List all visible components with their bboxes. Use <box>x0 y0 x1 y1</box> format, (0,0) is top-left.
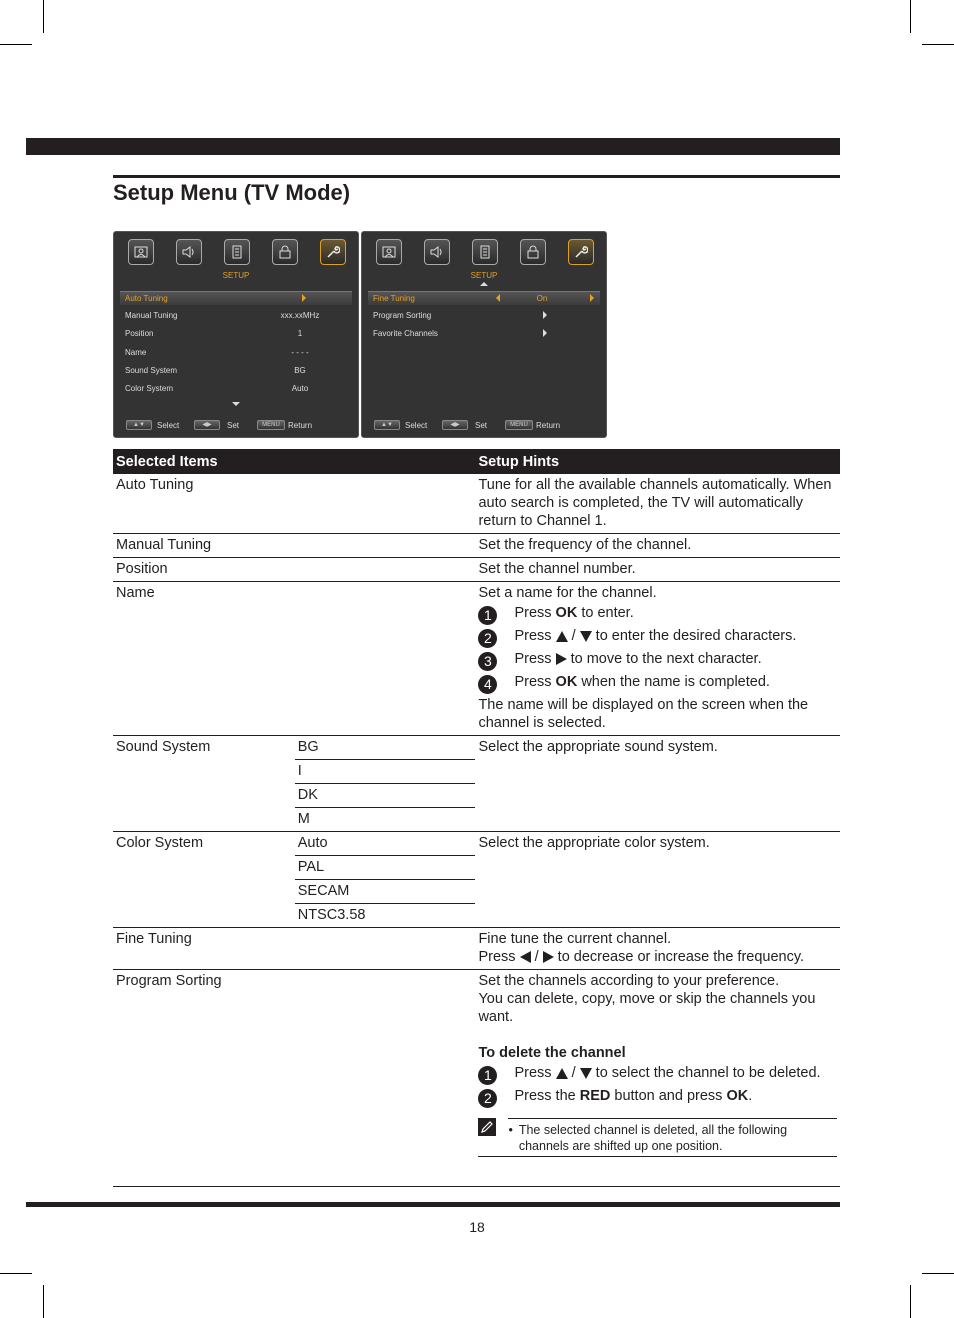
hint-text-part: Press <box>478 949 520 965</box>
footer-select-label: Select <box>405 421 428 430</box>
step-number: 2 <box>478 629 497 648</box>
header-setup-hints: Setup Hints <box>475 449 840 474</box>
table-row <box>113 558 840 582</box>
crop-mark <box>922 1273 954 1274</box>
footer-set-label: Set <box>227 421 240 430</box>
step-text-part: Press <box>514 1065 556 1081</box>
item-cell: Auto Tuning <box>113 474 475 534</box>
step <box>478 673 837 694</box>
osd-header: SETUP <box>470 271 498 280</box>
osd-row-color-system[interactable] <box>120 382 352 395</box>
osd-row-value: BG <box>294 366 306 375</box>
scroll-down-icon <box>232 402 240 406</box>
step-text-part: button and press <box>610 1088 727 1104</box>
title-rule <box>113 175 840 178</box>
step <box>478 650 837 671</box>
page-title: Setup Menu (TV Mode) <box>113 180 351 205</box>
note <box>478 1118 837 1157</box>
osd-row-auto-tuning[interactable] <box>120 291 352 305</box>
step-text-part: to select the channel to be deleted. <box>591 1065 821 1081</box>
hint-cell: Tune for all the available channels automatically. When auto search is completed, the TV will automatically return to Channel 1. <box>475 474 840 534</box>
step <box>478 627 837 648</box>
table-row <box>113 832 840 856</box>
table-row <box>113 736 840 760</box>
arrow-right-icon <box>590 294 594 302</box>
option-cell: DK <box>295 784 476 808</box>
crop-mark <box>922 44 954 45</box>
osd-row-label: Auto Tuning <box>125 294 168 303</box>
hint-cell <box>475 582 840 736</box>
step-text-part: Press <box>514 651 556 667</box>
crop-mark <box>0 44 32 45</box>
subheading: To delete the channel <box>478 1045 626 1061</box>
page-number: 18 <box>469 1219 485 1235</box>
arrow-left-icon <box>496 294 500 302</box>
osd-icon-bar <box>376 239 594 267</box>
hint-text <box>478 948 837 966</box>
item-cell: Color System <box>113 832 295 928</box>
osd-header: SETUP <box>222 271 250 280</box>
ok-key-label: OK <box>555 605 578 621</box>
step-text <box>514 627 796 645</box>
hint-cell <box>475 970 840 1161</box>
down-arrow-icon <box>580 631 592 642</box>
osd-row-value: 1 <box>297 329 303 338</box>
hint-cell: Select the appropriate sound system. <box>475 736 840 832</box>
hint-cell <box>475 928 840 970</box>
osd-row-label: Manual Tuning <box>125 311 178 320</box>
osd-row-fine-tuning[interactable] <box>368 291 600 305</box>
up-down-key-icon: ▲▼ <box>126 420 152 430</box>
setup-hints-table <box>113 449 840 1160</box>
footer-return-label: Return <box>288 421 313 430</box>
step-text <box>514 1064 820 1082</box>
osd-row-value: - - - - <box>291 348 309 357</box>
osd-footer <box>362 420 606 432</box>
osd-row-program-sorting[interactable] <box>368 309 600 322</box>
osd-row-label: Sound System <box>125 366 178 375</box>
table-header-row <box>113 449 840 474</box>
up-arrow-icon <box>556 631 568 642</box>
hint-cell: Set the frequency of the channel. <box>475 534 840 558</box>
hint-text: Fine tune the current channel. <box>478 931 672 947</box>
hint-text-part: / <box>530 949 543 965</box>
osd-row-manual-tuning[interactable] <box>120 309 352 322</box>
step-text-part: Press <box>514 628 556 644</box>
footer-select-label: Select <box>157 421 180 430</box>
step-text <box>514 673 769 691</box>
down-arrow-icon <box>580 1068 592 1079</box>
menu-key-icon: MENU <box>257 420 285 430</box>
option-cell: PAL <box>295 856 476 880</box>
osd-row-label: Color System <box>125 384 174 393</box>
wrench-icon <box>320 239 346 265</box>
wrench-icon <box>568 239 594 265</box>
up-down-key-icon: ▲▼ <box>374 420 400 430</box>
option-cell: SECAM <box>295 880 476 904</box>
item-cell: Position <box>113 558 475 582</box>
step-text-part: to move to the next character. <box>566 651 762 667</box>
picture-icon <box>376 239 402 265</box>
ok-key-label: OK <box>555 674 578 690</box>
step-number: 2 <box>478 1089 497 1108</box>
step-text <box>514 1087 752 1105</box>
item-cell: Name <box>113 582 475 736</box>
arrow-right-icon <box>543 311 547 319</box>
bullet-icon: • <box>508 1123 513 1137</box>
hint-cell: Select the appropriate color system. <box>475 832 840 928</box>
table-bottom-rule <box>113 1186 840 1187</box>
step-text-part: . <box>748 1088 753 1104</box>
ok-key-label: OK <box>726 1088 749 1104</box>
step-text-part: / <box>567 1065 580 1081</box>
step-text-part: to enter the desired characters. <box>591 628 797 644</box>
step-text-part: / <box>567 628 580 644</box>
step-number: 3 <box>478 652 497 671</box>
step-number: 1 <box>478 606 497 625</box>
step-text-part: Press <box>514 605 556 621</box>
table-row <box>113 582 840 736</box>
hint-text: Set the channels according to your preference. <box>478 973 780 989</box>
scroll-up-icon <box>480 282 488 286</box>
crop-mark <box>910 1285 911 1318</box>
step <box>478 604 837 625</box>
osd-row-value: Auto <box>291 384 309 393</box>
item-cell: Sound System <box>113 736 295 832</box>
hint-text-part: to decrease or increase the frequency. <box>553 949 805 965</box>
right-arrow-icon <box>543 951 554 963</box>
osd-row-value: On <box>536 294 548 303</box>
step-text-part: Press <box>514 674 556 690</box>
item-cell: Fine Tuning <box>113 928 475 970</box>
option-cell: NTSC3.58 <box>295 904 476 928</box>
item-cell: Manual Tuning <box>113 534 475 558</box>
top-bar <box>26 138 840 155</box>
step-text <box>514 604 633 622</box>
option-cell: Auto <box>295 832 476 856</box>
osd-row-label: Favorite Channels <box>373 329 438 338</box>
footer-return-label: Return <box>536 421 561 430</box>
osd-row-favorite-channels[interactable] <box>368 327 600 340</box>
bottom-rule <box>26 1202 840 1207</box>
header-selected-items: Selected Items <box>113 449 475 474</box>
option-cell: M <box>295 808 476 832</box>
option-cell: I <box>295 760 476 784</box>
up-arrow-icon <box>556 1068 568 1079</box>
pencil-note-icon <box>478 1118 496 1136</box>
sound-icon <box>176 239 202 265</box>
hint-cell: Set the channel number. <box>475 558 840 582</box>
crop-mark <box>0 1273 32 1274</box>
arrow-right-icon <box>543 329 547 337</box>
crop-mark <box>43 1285 44 1318</box>
osd-row-value: xxx.xxMHz <box>280 311 320 320</box>
list-icon <box>224 239 250 265</box>
lock-icon <box>520 239 546 265</box>
hint-text: You can delete, copy, move or skip the channels you want. <box>478 991 816 1025</box>
arrow-right-icon <box>302 294 306 302</box>
step <box>478 1064 837 1085</box>
table-row <box>113 474 840 534</box>
left-right-key-icon: ◀▶ <box>442 420 468 430</box>
note-bullet-text: The selected channel is deleted, all the following channels are shifted up one position. <box>518 1123 788 1153</box>
table-row <box>113 970 840 1161</box>
crop-mark <box>43 0 44 33</box>
note-text <box>508 1118 837 1154</box>
step-text-part: when the name is completed. <box>577 674 770 690</box>
left-arrow-icon <box>520 951 531 963</box>
footer-set-label: Set <box>475 421 488 430</box>
osd-row-label: Program Sorting <box>373 311 432 320</box>
step <box>478 1087 837 1108</box>
table-row <box>113 928 840 970</box>
osd-row-label: Name <box>125 348 147 357</box>
osd-row-position[interactable] <box>120 327 352 340</box>
step-text-part: to enter. <box>577 605 634 621</box>
step-text <box>514 650 761 668</box>
right-arrow-icon <box>556 653 567 665</box>
step-number: 4 <box>478 675 497 694</box>
table-row <box>113 534 840 558</box>
step-number: 1 <box>478 1066 497 1085</box>
picture-icon <box>128 239 154 265</box>
osd-row-sound-system[interactable] <box>120 364 352 377</box>
red-key-label: RED <box>579 1088 611 1104</box>
left-right-key-icon: ◀▶ <box>194 420 220 430</box>
lock-icon <box>272 239 298 265</box>
crop-mark <box>910 0 911 33</box>
hint-text: The name will be displayed on the screen when the channel is selected. <box>478 697 809 731</box>
menu-key-icon: MENU <box>505 420 533 430</box>
item-cell: Program Sorting <box>116 973 222 989</box>
option-cell: BG <box>295 736 476 760</box>
osd-row-name[interactable] <box>120 346 352 359</box>
osd-footer <box>114 420 358 432</box>
hint-text: Set a name for the channel. <box>478 585 657 601</box>
sound-icon <box>424 239 450 265</box>
osd-icon-bar <box>128 239 346 267</box>
step-text-part: Press the <box>514 1088 580 1104</box>
list-icon <box>472 239 498 265</box>
osd-setup-menu-1 <box>113 231 359 438</box>
osd-setup-menu-2 <box>361 231 607 438</box>
osd-row-label: Position <box>125 329 154 338</box>
osd-row-label: Fine Tuning <box>373 294 415 303</box>
